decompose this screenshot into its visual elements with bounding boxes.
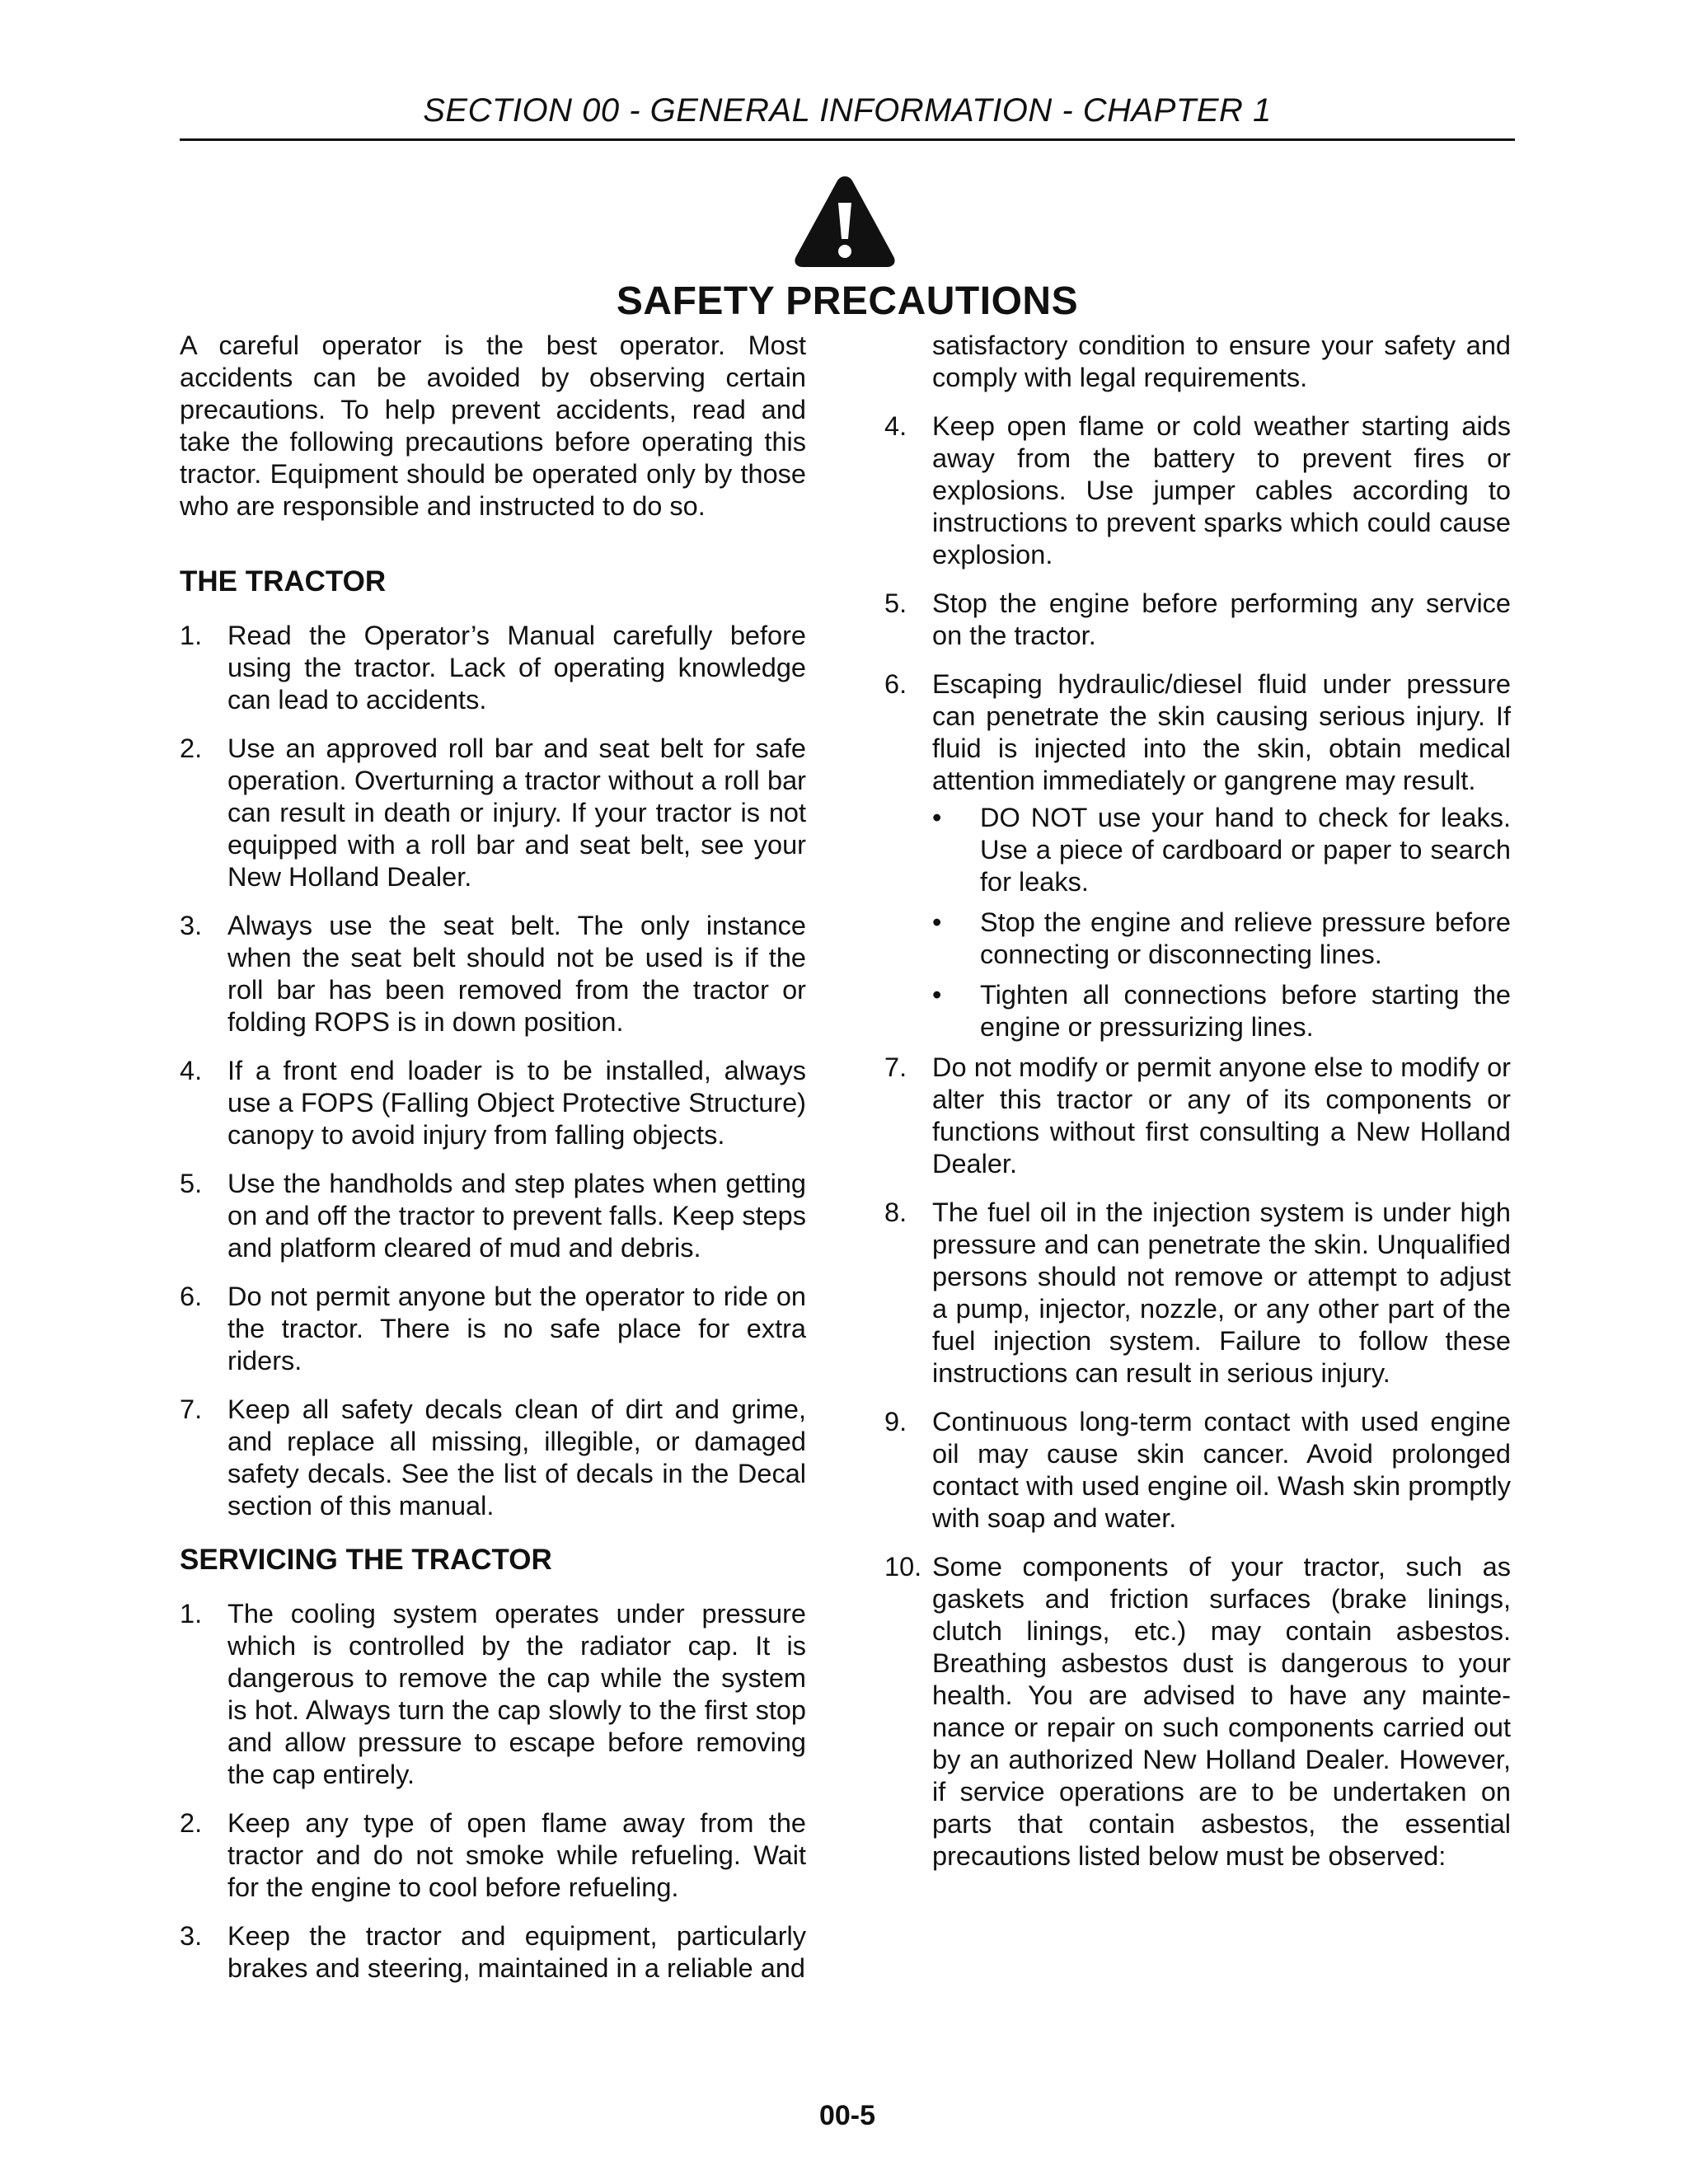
item-number: 2. <box>180 733 203 763</box>
item-number: 4. <box>884 411 907 441</box>
item-text: Keep any type of open flame away from the tractor and do not smoke while refueling. Wait for the engine to cool before refueling. <box>227 1808 806 1902</box>
intro-paragraph: A careful operator is the best operator. Most accidents can be avoided by observing certain precautions. To help prevent accidents, read and take the following precautions before operating this tractor. Equipment should be operated only by those who are responsible and instructed to do so. <box>180 330 806 521</box>
list-item <box>180 620 806 716</box>
item-number: 1. <box>180 621 203 650</box>
list-item <box>884 1197 1511 1390</box>
item-number: 7. <box>884 1052 907 1082</box>
item-number: 5. <box>180 1169 203 1198</box>
servicing-list-continued <box>884 410 1511 797</box>
bullet-text: DO NOT use your hand to check for leaks. Use a piece of cardboard or paper to search for leaks. <box>980 803 1511 897</box>
item-number: 3. <box>180 1921 203 1951</box>
section-heading-servicing: SERVICING THE TRACTOR <box>180 1544 552 1576</box>
item-text: If a front end loader is to be installed, always use a FOPS (Falling Object Protective Structure) canopy to avoid injury from falling objects. <box>227 1056 806 1150</box>
servicing-list-continued-2 <box>884 1052 1511 1872</box>
item-text: Use the handholds and step plates when getting on and off the tractor to prevent falls. Keep steps and platform cleared of mud and debris. <box>227 1169 806 1263</box>
bullet-mark: • <box>932 980 942 1010</box>
list-item <box>180 1394 806 1522</box>
list-item <box>180 1807 806 1904</box>
bullet-mark: • <box>932 803 942 832</box>
page-number: 00-5 <box>818 2100 876 2131</box>
item-number: 10. <box>884 1552 922 1582</box>
page-title: SAFETY PRECAUTIONS <box>616 279 1079 323</box>
bullet-text: Tighten all connections before starting the engine or pressurizing lines. <box>980 980 1511 1042</box>
item-text: Use an approved roll bar and seat belt for safe operation. Overturning a tractor without a roll bar can result in death or injury. If your tractor is not equipped with a roll bar and seat belt, see your New Holland Dealer. <box>227 733 806 892</box>
list-item <box>884 1406 1511 1535</box>
servicing-list <box>180 1598 806 1985</box>
item-text: Do not modify or permit anyone else to modify or alter this tractor or any of its components or functions without first consulting a New Holland Dealer. <box>932 1052 1511 1179</box>
bullet-list <box>884 802 1511 1043</box>
item-text: The fuel oil in the injection system is under high pressure and can penetrate the skin. Unqualified persons should not remove or attempt to adjust a pump, injector, nozzle, or any other part of the fuel injection system. Failure to follow these instructions can result in serious injury. <box>932 1197 1511 1388</box>
bullet-text: Stop the engine and relieve pressure before connecting or disconnecting lines. <box>980 907 1511 969</box>
item-text: Stop the engine before performing any service on the tractor. <box>932 588 1511 650</box>
left-column <box>180 330 806 2001</box>
list-item <box>884 1551 1511 1872</box>
item-text: Always use the seat belt. The only instance when the seat belt should not be used is if the roll bar has been removed from the tractor or folding ROPS is in down position. <box>227 911 806 1037</box>
item-text: Keep the tractor and equipment, particularly brakes and steering, maintained in a reliable and <box>227 1921 806 1983</box>
list-item <box>180 1281 806 1377</box>
list-item <box>884 410 1511 571</box>
warning-icon <box>791 173 898 270</box>
bullet-mark: • <box>932 907 942 937</box>
item-number: 4. <box>180 1056 203 1085</box>
list-item <box>180 1055 806 1151</box>
list-item <box>180 733 806 893</box>
item-number: 6. <box>884 669 907 699</box>
item-number: 8. <box>884 1197 907 1227</box>
list-item <box>180 1920 806 1985</box>
running-header: SECTION 00 - GENERAL INFORMATION - CHAPTER 1 <box>423 92 1272 129</box>
bullet-item <box>932 979 1511 1043</box>
item-number: 2. <box>180 1808 203 1838</box>
list-item <box>884 1052 1511 1180</box>
item-continuation: satisfactory condition to ensure your safety and comply with legal requirements. <box>932 330 1511 392</box>
item-number: 6. <box>180 1282 203 1311</box>
item-text: Do not permit anyone but the operator to ride on the tractor. There is no safe place for extra riders. <box>227 1282 806 1376</box>
item-number: 9. <box>884 1407 907 1436</box>
item-number: 1. <box>180 1599 203 1629</box>
item-text: Read the Operator’s Manual carefully before using the tractor. Lack of operating knowledge can lead to accidents. <box>227 621 806 715</box>
item-text: Some components of your tractor, such as gaskets and friction surfaces (brake linings, clutch linings, etc.) may contain asbestos. Breathing asbestos dust is dangerous to your health. You are advised to have any mainte-nance or repair on such components carried out by an authorized New Holland Dealer. However, if service operations are to be undertaken on parts that contain asbestos, the essential precautions listed below must be observed: <box>932 1552 1511 1871</box>
bullet-item <box>932 907 1511 971</box>
header-rule <box>180 138 1515 141</box>
bullet-item <box>932 802 1511 898</box>
item-text: Keep open flame or cold weather starting aids away from the battery to prevent fires or explosions. Use jumper cables according to instructions to prevent sparks which could cause explosion. <box>932 411 1511 569</box>
item-text: Escaping hydraulic/diesel fluid under pressure can penetrate the skin causing serious injury. If fluid is injected into the skin, obtain medical attention immediately or gangrene may result. <box>932 669 1511 795</box>
item-number: 7. <box>180 1394 203 1424</box>
list-item <box>884 668 1511 797</box>
list-item <box>180 910 806 1038</box>
item-number: 3. <box>180 911 203 940</box>
item-text: Continuous long-term contact with used engine oil may cause skin cancer. Avoid prolonged contact with used engine oil. Wash skin promptly with soap and water. <box>932 1407 1511 1533</box>
list-item <box>884 588 1511 652</box>
item-text: Keep all safety decals clean of dirt and grime, and replace all missing, illegible, or damaged safety decals. See the list of decals in the Decal section of this manual. <box>227 1394 806 1521</box>
list-item <box>180 1168 806 1264</box>
item-text: The cooling system operates under pressure which is controlled by the radiator cap. It is dangerous to remove the cap while the system is hot. Always turn the cap slowly to the first stop and allow pressure to escape before removing the cap entirely. <box>227 1599 806 1789</box>
list-item <box>180 1598 806 1791</box>
right-column <box>884 330 1511 1889</box>
tractor-list <box>180 620 806 1522</box>
section-heading-tractor: THE TRACTOR <box>180 565 387 598</box>
item-number: 5. <box>884 588 907 618</box>
